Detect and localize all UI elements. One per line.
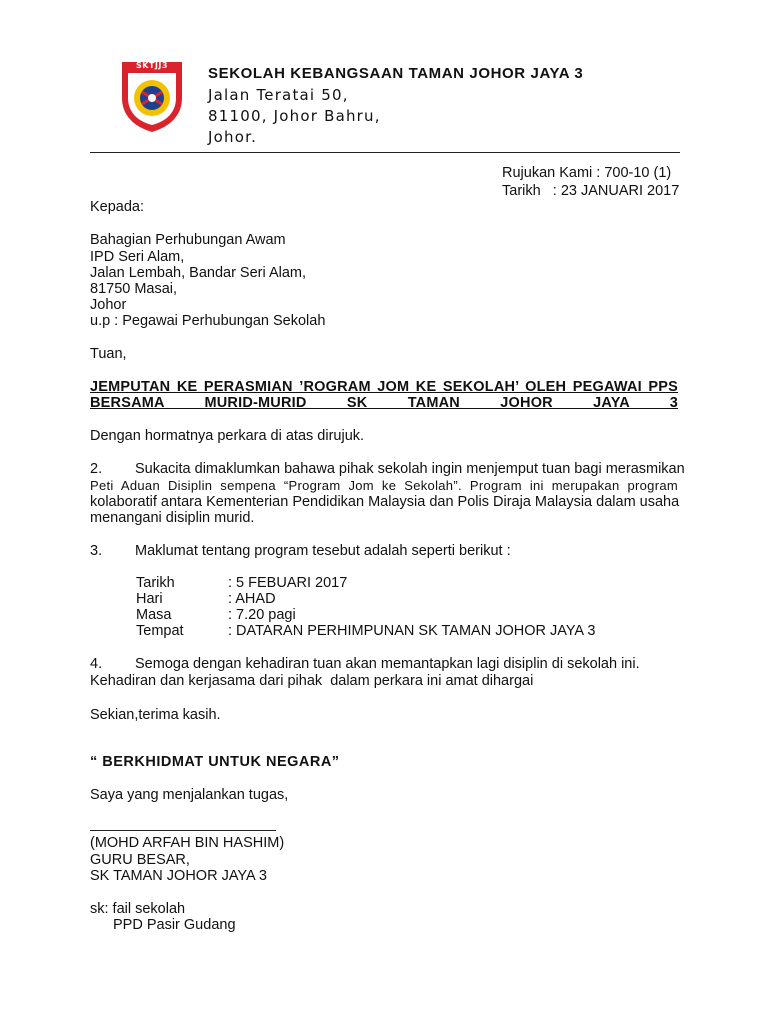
cc-line-1: sk: fail sekolah — [90, 901, 186, 917]
detail-label: Tempat — [136, 623, 184, 639]
detail-row — [136, 575, 347, 591]
recipient-line-4: 81750 Masai, — [90, 281, 178, 297]
address-line-3: Johor. — [208, 128, 258, 146]
motto: “ BERKHIDMAT UNTUK NEGARA” — [90, 754, 340, 770]
paragraph-text: Maklumat tentang program tesebut adalah seperti berikut : — [135, 543, 511, 559]
to-label: Kepada: — [90, 199, 145, 215]
school-name: SEKOLAH KEBANGSAAN TAMAN JOHOR JAYA 3 — [208, 65, 584, 82]
paragraph-4-line-1 — [90, 656, 678, 672]
signature-line — [90, 830, 276, 831]
signature-intro: Saya yang menjalankan tugas, — [90, 787, 289, 803]
paragraph-number: 4. — [90, 656, 103, 672]
address-line-2: 81100, Johor Bahru, — [208, 107, 381, 125]
signatory-name: (MOHD ARFAH BIN HASHIM) — [90, 835, 285, 851]
recipient-line-6: u.p : Pegawai Perhubungan Sekolah — [90, 313, 326, 329]
detail-label: Masa — [136, 607, 172, 623]
address-line-1: Jalan Teratai 50, — [208, 86, 349, 104]
recipient-line-3: Jalan Lembah, Bandar Seri Alam, — [90, 265, 307, 281]
paragraph-2-line-4: menangani disiplin murid. — [90, 510, 255, 526]
detail-value: : 5 FEBUARI 2017 — [228, 575, 348, 591]
paragraph-text: Sukacita dimaklumkan bahawa pihak sekolah ingin menjemput tuan bagi merasmikan — [135, 461, 685, 477]
closing: Sekian,terima kasih. — [90, 707, 221, 723]
paragraph-number: 2. — [90, 461, 103, 477]
letterhead-divider — [90, 152, 680, 153]
detail-value: : 7.20 pagi — [228, 607, 296, 623]
detail-row — [136, 591, 276, 607]
detail-value: : DATARAN PERHIMPUNAN SK TAMAN JOHOR JAYA 3 — [228, 623, 596, 639]
subject-line-1: JEMPUTAN KE PERASMIAN ’ROGRAM JOM KE SEKOLAH’ OLEH PEGAWAI PPS — [90, 379, 678, 395]
recipient-line-5: Johor — [90, 297, 127, 313]
detail-row — [136, 607, 296, 623]
detail-value: : AHAD — [228, 591, 276, 607]
paragraph-number: 3. — [90, 543, 103, 559]
paragraph-2-line-3: kolaboratif antara Kementerian Pendidikan Malaysia dan Polis Diraja Malaysia dalam usaha — [90, 494, 680, 510]
paragraph-2-line-1 — [90, 461, 685, 477]
letter-date: Tarikh : 23 JANUARI 2017 — [502, 183, 680, 199]
paragraph-4-line-2: Kehadiran dan kerjasama dari pihak dalam perkara ini amat dihargai — [90, 673, 534, 689]
school-crest — [116, 58, 188, 134]
subject-line-2: BERSAMA MURID-MURID SK TAMAN JOHOR JAYA 3 — [90, 395, 678, 411]
detail-label: Hari — [136, 591, 163, 607]
detail-label: Tarikh — [136, 575, 175, 591]
recipient-line-2: IPD Seri Alam, — [90, 249, 185, 265]
cc-line-2: PPD Pasir Gudang — [113, 917, 236, 933]
signatory-school: SK TAMAN JOHOR JAYA 3 — [90, 868, 267, 884]
signatory-title: GURU BESAR, — [90, 852, 190, 868]
crest-label: SKTJJ3 — [136, 61, 168, 70]
paragraph-3 — [90, 543, 678, 559]
paragraph-2-line-2: Peti Aduan Disiplin sempena “Program Jom ke Sekolah”. Program ini merupakan program — [90, 478, 678, 493]
intro-paragraph: Dengan hormatnya perkara di atas dirujuk. — [90, 428, 365, 444]
reference-number: Rujukan Kami : 700-10 (1) — [502, 165, 672, 181]
recipient-line-1: Bahagian Perhubungan Awam — [90, 232, 286, 248]
greeting: Tuan, — [90, 346, 127, 362]
paragraph-text: Semoga dengan kehadiran tuan akan memantapkan lagi disiplin di sekolah ini. — [135, 656, 640, 672]
detail-row — [136, 623, 595, 639]
